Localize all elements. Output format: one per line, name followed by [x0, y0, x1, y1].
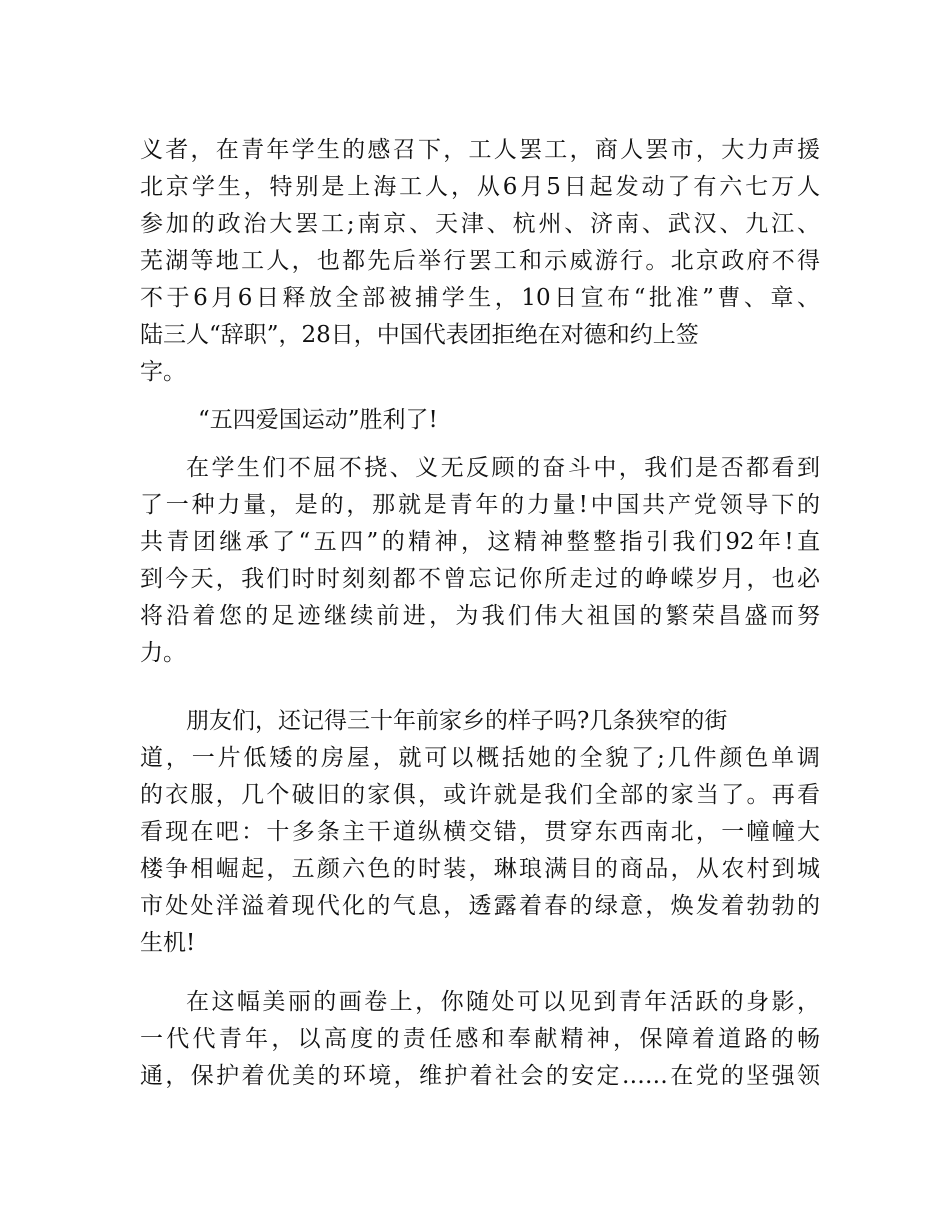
text-line: 芜湖等地工人，也都先后举行罢工和示威游行。北京政府不得: [140, 248, 820, 274]
text-line: 了一种力量，是的，那就是青年的力量!中国共产党领导下的: [140, 492, 820, 518]
text-line: 道，一片低矮的房屋，就可以概括她的全貌了;几件颜色单调: [140, 745, 820, 771]
text-line: 市处处洋溢着现代化的气息，透露着春的绿意，焕发着勃勃的: [140, 893, 820, 919]
text-line: 将沿着您的足迹继续前进，为我们伟大祖国的繁荣昌盛而努: [140, 603, 820, 629]
text-line: 参加的政治大罢工;南京、天津、杭州、济南、武汉、九江、: [140, 211, 820, 237]
text-line: 共青团继承了“五四”的精神，这精神整整指引我们92年!直: [140, 529, 820, 555]
text-line: 看现在吧：十多条主干道纵横交错，贯穿东西南北，一幢幢大: [140, 819, 820, 845]
text-line: 北京学生，特别是上海工人，从6月5日起发动了有六七万人: [140, 174, 820, 200]
text-line: 生机!: [140, 930, 196, 956]
text-line: 义者，在青年学生的感召下，工人罢工，商人罢市，大力声援: [140, 137, 820, 163]
text-line: 力。: [140, 640, 186, 666]
text-line: 陆三人“辞职”，28日，中国代表团拒绝在对德和约上签: [140, 322, 699, 348]
paragraph-first-line: 朋友们，还记得三十年前家乡的样子吗?几条狭窄的街: [186, 708, 728, 734]
paragraph-first-line: 在这幅美丽的画卷上，你随处可以见到青年活跃的身影，: [186, 989, 820, 1015]
paragraph-first-line: 在学生们不屈不挠、义无反顾的奋斗中，我们是否都看到: [186, 455, 820, 481]
text-line: 的衣服，几个破旧的家俱，或许就是我们全部的家当了。再看: [140, 782, 820, 808]
text-line: 一代代青年，以高度的责任感和奉献精神，保障着道路的畅: [140, 1026, 820, 1052]
text-line: 不于6月6日释放全部被捕学生，10日宣布“批准”曹、章、: [140, 285, 820, 311]
section-heading: “五四爱国运动”胜利了!: [198, 407, 438, 433]
text-line: 通，保护着优美的环境，维护着社会的安定……在党的坚强领: [140, 1063, 820, 1089]
text-line: 楼争相崛起，五颜六色的时装，琳琅满目的商品，从农村到城: [140, 856, 820, 882]
text-line: 到今天，我们时时刻刻都不曾忘记你所走过的峥嵘岁月，也必: [140, 566, 820, 592]
text-line: 字。: [140, 359, 186, 385]
